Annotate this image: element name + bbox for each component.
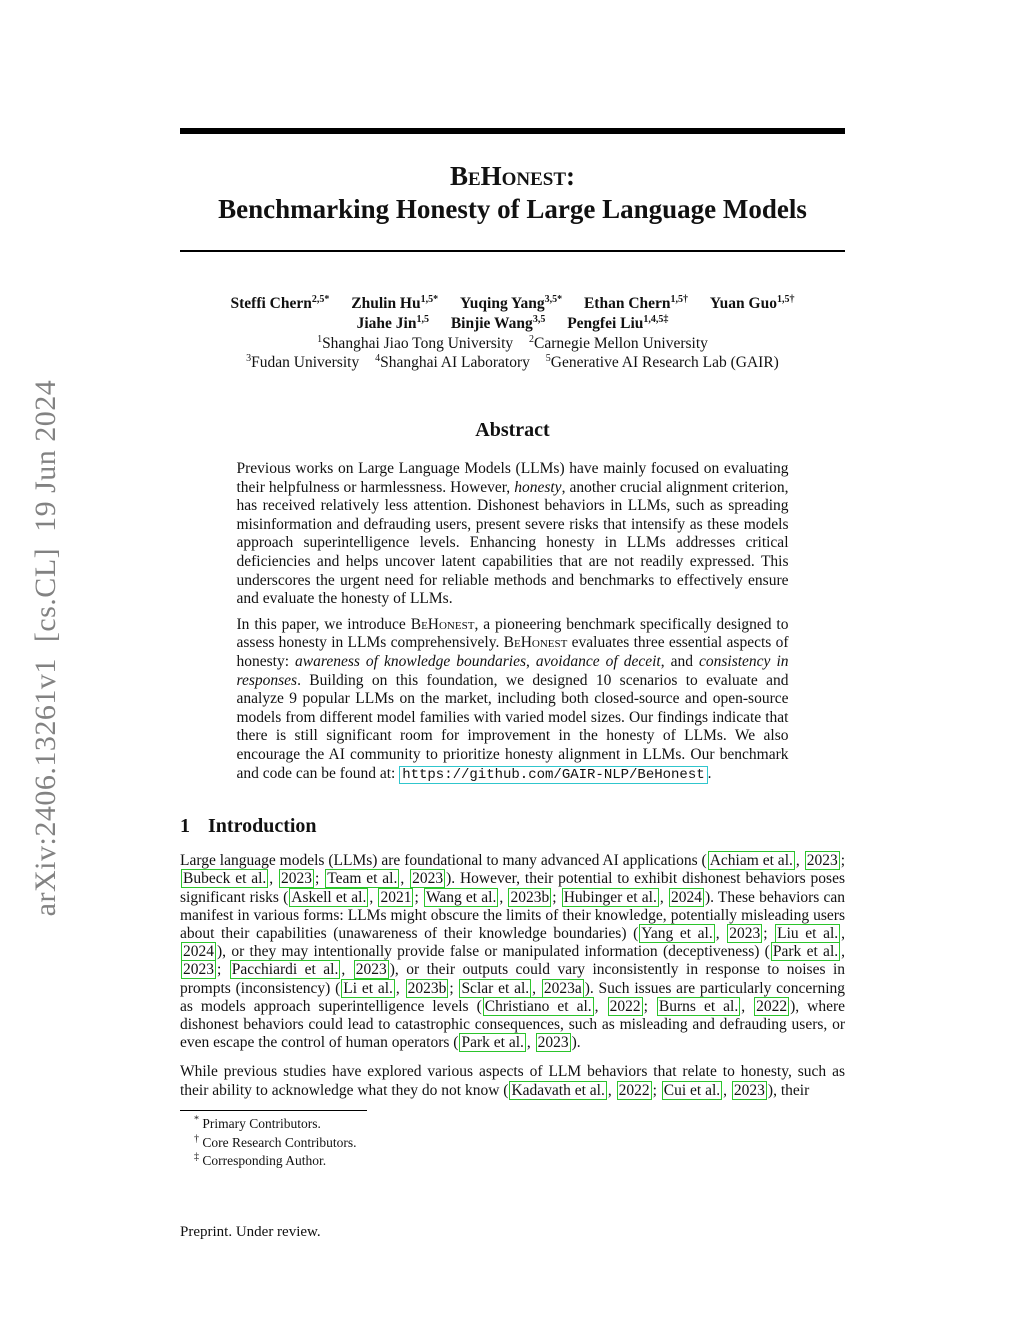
text-run: , <box>341 961 353 979</box>
citation-link[interactable]: 2023 <box>733 1081 765 1099</box>
citation-link[interactable]: 2023 <box>537 1034 569 1052</box>
abstract-body <box>237 460 789 784</box>
author-superscript: 1,5 <box>416 313 429 325</box>
author-superscript: 1,4,5‡ <box>643 313 669 325</box>
text-run: ; <box>840 852 845 870</box>
text-run: , <box>395 979 405 997</box>
author <box>451 315 545 332</box>
abstract-paragraph-2 <box>237 616 789 784</box>
text-run: , <box>526 652 536 670</box>
paper-title-line2: Benchmarking Honesty of Large Language Models <box>218 194 807 224</box>
author-superscript: 1,5† <box>776 293 795 305</box>
citation-link[interactable]: Team et al. <box>327 870 398 888</box>
text-run: , and <box>660 652 699 670</box>
citation-link[interactable]: Burns et al. <box>658 997 739 1015</box>
text-run: ), their <box>767 1081 810 1099</box>
citation-link[interactable]: Hubinger et al. <box>563 888 657 906</box>
affiliation-superscript: 1 <box>317 333 323 345</box>
affiliations-row-2 <box>180 353 845 372</box>
text-run-italic: honesty <box>514 478 562 496</box>
text-run: ; <box>552 888 561 906</box>
text-run: , a pioneering benchmark specifically designed to assess honesty in LLMs comprehensively. <box>236 615 789 652</box>
footnote <box>194 1152 845 1171</box>
author-name: Yuqing Yang <box>460 295 545 312</box>
author-name: Jiahe Jin <box>356 315 417 332</box>
text-run-italic: awareness of knowledge boundaries <box>295 652 527 670</box>
citation-link[interactable]: Park et al. <box>461 1034 524 1052</box>
author-superscript: 1,5* <box>420 293 439 305</box>
affiliation-name: Generative AI Research Lab (GAIR) <box>550 354 779 371</box>
affiliation <box>529 335 708 352</box>
citation-link[interactable]: 2023 <box>281 870 313 888</box>
citation-link[interactable]: 2021 <box>380 888 412 906</box>
arxiv-watermark: arXiv:2406.13261v1 [cs.CL] 19 Jun 2024 <box>29 379 62 917</box>
footnotes <box>180 1115 845 1171</box>
introduction-paragraph-1 <box>180 852 845 1052</box>
affiliation-name: Shanghai AI Laboratory <box>380 354 530 371</box>
text-run: , <box>795 852 804 870</box>
section-title: Introduction <box>208 815 317 838</box>
citation-link[interactable]: 2023 <box>183 961 214 979</box>
text-run: ), where dishonest behaviors could lead to catastrophic consequences, such as misleading and defrauding users, or even escape the control of human operators ( <box>180 997 846 1052</box>
author <box>231 295 330 312</box>
text-run: . Building on this foundation, we designed 10 scenarios to evaluate and analyze 9 popular LLMs on the market, including both closed-source and open-source models from different model families with varied model sizes. Our findings indicate that there is still significant room for improvement in the honesty of LLMs. We also encourage the AI community to prioritize honesty alignment in LLMs. Our benchmark and code can be found at: <box>236 671 789 782</box>
affiliation-name: Carnegie Mellon University <box>534 335 708 352</box>
title-rule-top <box>180 128 845 134</box>
text-run: Previous works on Large Language Models (LLMs) have mainly focused on evaluating their helpfulness or harmlessness. However, <box>236 460 789 496</box>
citation-link[interactable]: 2022 <box>609 997 641 1015</box>
author <box>567 315 668 332</box>
citation-link[interactable]: Yang et al. <box>641 924 713 942</box>
text-run: , <box>607 1081 616 1099</box>
citation-link[interactable]: Li et al. <box>343 979 393 997</box>
author-name: Zhulin Hu <box>351 295 421 312</box>
authors-row-2 <box>180 314 845 334</box>
text-run: , <box>269 870 279 888</box>
citation-link[interactable]: Cui et al. <box>663 1081 721 1099</box>
author-superscript: 3,5 <box>532 313 546 325</box>
text-run: ). However, their potential to exhibit dishonest behaviors poses significant risks ( <box>180 870 846 906</box>
affiliation <box>375 354 530 371</box>
text-run: ; <box>315 870 325 888</box>
author-name: Pengfei Liu <box>567 315 644 332</box>
affiliation <box>317 335 513 352</box>
footnote-text: Primary Contributors. <box>202 1116 321 1132</box>
author-name: Binjie Wang <box>450 315 533 332</box>
text-run-italic: consistency in responses <box>236 652 789 689</box>
smallcaps-run: BeHonest <box>410 615 475 633</box>
text-run: , <box>369 888 378 906</box>
authors-row-1 <box>180 294 845 314</box>
text-run: ; <box>217 961 229 979</box>
preprint-note: Preprint. Under review. <box>180 1224 321 1240</box>
text-run: , <box>659 888 668 906</box>
footnote-marker: * <box>194 1114 199 1126</box>
author <box>584 295 688 312</box>
author-superscript: 3,5* <box>544 293 563 305</box>
github-link[interactable]: https://github.com/GAIR-NLP/BeHonest <box>399 766 707 784</box>
affiliation-superscript: 2 <box>529 333 535 345</box>
section-number: 1 <box>180 815 190 838</box>
text-run: , <box>532 979 541 997</box>
footnote <box>194 1134 845 1153</box>
citation-link[interactable]: Pacchiardi et al. <box>231 961 339 979</box>
text-run: ), or they may intentionally provide false or manipulated information (deceptiveness) ( <box>217 943 770 961</box>
text-run: . <box>707 764 712 782</box>
abstract-heading: Abstract <box>475 419 550 441</box>
text-run: ; <box>449 979 459 997</box>
text-run: In this paper, we introduce <box>236 615 411 633</box>
text-run: , <box>526 1034 535 1052</box>
affiliations-row-1 <box>180 334 845 353</box>
author <box>351 295 438 312</box>
text-run: , <box>400 870 410 888</box>
author-name: Steffi Chern <box>230 295 312 312</box>
affiliation <box>546 354 779 371</box>
text-run: , <box>594 997 607 1015</box>
footnote-marker: † <box>194 1133 199 1145</box>
citation-link[interactable]: Wang et al. <box>425 888 497 906</box>
citation-link[interactable]: 2023b <box>510 888 550 906</box>
text-run: , <box>841 943 845 961</box>
affiliation-name: Shanghai Jiao Tong University <box>322 335 514 352</box>
text-run: ; <box>643 997 656 1015</box>
footnote-rule <box>180 1110 367 1112</box>
text-run: Large language models (LLMs) are foundational to many advanced AI applications ( <box>180 852 707 870</box>
text-run: ). These behaviors can manifest in various forms: LLMs might obscure the limits of their knowledge, potentially misleading users about their capabilities (unawareness of their knowledge boundaries) ( <box>180 888 846 942</box>
citation-link[interactable]: 2023 <box>355 961 387 979</box>
author-superscript: 1,5† <box>670 293 689 305</box>
citation-link[interactable]: 2022 <box>618 1081 650 1099</box>
text-run: , <box>741 997 754 1015</box>
affiliation-superscript: 3 <box>246 352 252 364</box>
text-run-italic: avoidance of deceit <box>535 652 661 670</box>
paper-title-line1: BeHonest: <box>449 161 576 191</box>
author-name: Ethan Chern <box>583 295 671 312</box>
affiliation-name: Fudan University <box>251 354 360 371</box>
affiliation <box>246 354 359 371</box>
title-rule-bottom <box>180 250 845 252</box>
citation-link[interactable]: 2023b <box>407 979 447 997</box>
paper-content-column <box>180 128 845 1171</box>
smallcaps-run: BeHonest <box>503 634 568 652</box>
text-run: ). Such issues are particularly concerning as models approach superintelligence levels ( <box>180 979 845 1015</box>
author-superscript: 2,5* <box>311 293 330 305</box>
citation-link[interactable]: 2023 <box>806 852 838 870</box>
citation-link[interactable]: 2024 <box>670 888 702 906</box>
text-run: , <box>499 888 508 906</box>
affiliation-superscript: 4 <box>375 352 381 364</box>
section-heading-introduction <box>180 814 845 838</box>
text-run: , <box>715 924 727 942</box>
author <box>460 295 562 312</box>
citation-link[interactable]: Sclar et al. <box>461 979 530 997</box>
footnote <box>194 1115 845 1134</box>
citation-link[interactable]: Liu et al. <box>777 924 839 942</box>
footnote-marker: ‡ <box>194 1151 199 1163</box>
footnote-text: Corresponding Author. <box>202 1153 327 1169</box>
footnote-text: Core Research Contributors. <box>202 1134 357 1150</box>
citation-link[interactable]: Achiam et al. <box>709 852 793 870</box>
citation-link[interactable]: 2023 <box>729 924 761 942</box>
citation-link[interactable]: Christiano et al. <box>484 997 592 1015</box>
citation-link[interactable]: Bubeck et al. <box>183 870 267 888</box>
citation-link[interactable]: Askell et al. <box>291 888 367 906</box>
author-name: Yuan Guo <box>709 295 777 312</box>
citation-link[interactable]: 2023 <box>412 870 444 888</box>
text-run: ). <box>571 1034 581 1052</box>
text-run: ; <box>652 1081 661 1099</box>
citation-link[interactable]: 2024 <box>183 943 214 961</box>
citation-link[interactable]: 2023a <box>543 979 582 997</box>
citation-link[interactable]: Park et al. <box>772 943 839 961</box>
author <box>710 295 795 312</box>
author <box>357 315 429 332</box>
abstract-paragraph-1 <box>237 460 789 609</box>
text-run: , <box>841 924 846 942</box>
affiliation-superscript: 5 <box>545 352 551 364</box>
citation-link[interactable]: Kadavath et al. <box>511 1081 605 1099</box>
text-run: ), or their outputs could vary inconsistently in response to noises in prompts (inconsistency) ( <box>180 961 846 997</box>
citation-link[interactable]: 2022 <box>756 997 788 1015</box>
text-run: ; <box>414 888 423 906</box>
text-run: evaluates three essential aspects of honesty: <box>236 634 789 670</box>
text-run: , another crucial alignment criterion, has received relatively less attention. Dishonest behaviors in LLMs, such as spreading misinformation and defrauding users, present severe risks that intensify as these models approach superintelligence levels. Enhancing honesty in LLMs addresses critical deficiencies and helps uncover latent capabilities that are not readily expressed. This underscores the urgent need for reliable methods and benchmarks to effectively ensure and evaluate the honesty of LLMs. <box>236 478 789 608</box>
text-run: ; <box>763 924 775 942</box>
text-run: While previous studies have explored various aspects of LLM behaviors that relate to honesty, such as their ability to acknowledge what they do not know ( <box>180 1063 845 1099</box>
text-run: , <box>723 1081 731 1099</box>
introduction-paragraph-2 <box>180 1063 845 1099</box>
